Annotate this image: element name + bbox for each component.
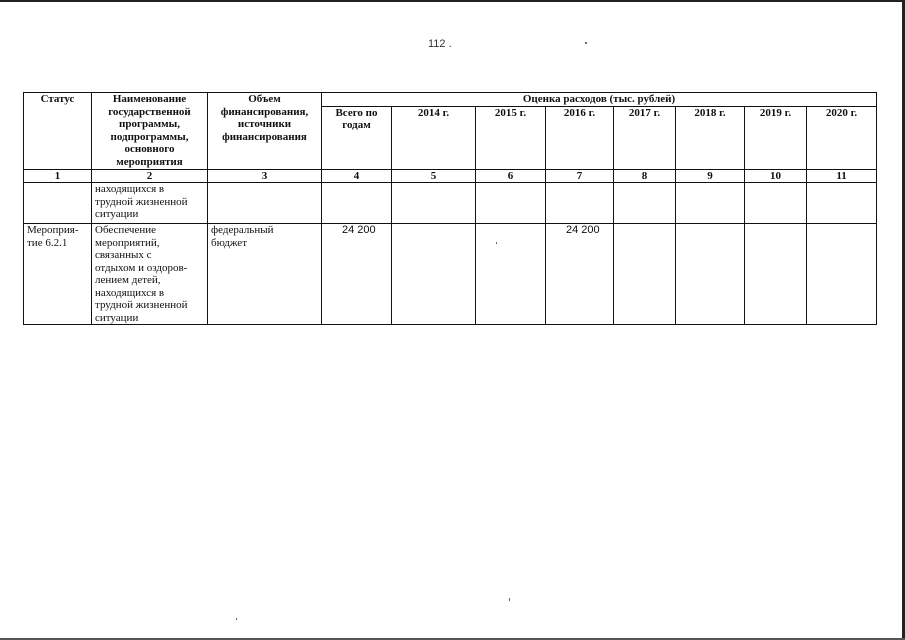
row-year-cell [807, 224, 877, 325]
header-row-1 [24, 93, 877, 107]
col-num-8: 8 [614, 169, 676, 183]
col-num-6: 6 [476, 169, 546, 183]
row-year-cell [614, 224, 676, 325]
row-year-cell [807, 183, 877, 224]
col-num-5: 5 [392, 169, 476, 183]
scan-speck [236, 618, 237, 620]
row-year-cell [676, 183, 745, 224]
col-num-2: 2 [92, 169, 208, 183]
row-year-cell [476, 224, 546, 325]
row-source-cell: федеральный бюджет [208, 224, 322, 325]
header-year-2018: 2018 г. [676, 106, 745, 169]
header-year-2014: 2014 г. [392, 106, 476, 169]
table-row [24, 183, 877, 224]
col-num-11: 11 [807, 169, 877, 183]
header-year-2017: 2017 г. [614, 106, 676, 169]
col-num-4: 4 [322, 169, 392, 183]
scan-speck [585, 42, 587, 44]
row-name-cell: находящихся в трудной жизненной ситуации [92, 183, 208, 224]
row-year-cell [745, 183, 807, 224]
row-year-cell [676, 224, 745, 325]
header-name: Наименование государственной программы, подпрограммы, основного мероприятия [92, 93, 208, 170]
row-year-cell [745, 224, 807, 325]
col-num-9: 9 [676, 169, 745, 183]
header-estimate: Оценка расходов (тыс. рублей) [322, 93, 877, 107]
header-year-2016: 2016 г. [546, 106, 614, 169]
row-total-cell: 24 200 [322, 224, 392, 325]
row-year-cell [614, 183, 676, 224]
row-year-cell [476, 183, 546, 224]
scan-edge-top [0, 0, 905, 2]
budget-table [23, 92, 877, 325]
row-total-cell [322, 183, 392, 224]
column-numbers-row [24, 169, 877, 183]
header-volume: Объем финансирования, источники финансирования [208, 93, 322, 170]
row-name-cell: Обеспечение мероприятий, связанных с отдыхом и оздоров- лением детей, находящихся в трудной жизненной ситуации [92, 224, 208, 325]
col-num-10: 10 [745, 169, 807, 183]
header-year-2019: 2019 г. [745, 106, 807, 169]
table-row [24, 224, 877, 325]
page-number: 112 . [428, 38, 452, 50]
col-num-3: 3 [208, 169, 322, 183]
col-num-1: 1 [24, 169, 92, 183]
header-status: Статус [24, 93, 92, 170]
row-status-cell: Мероприя- тие 6.2.1 [24, 224, 92, 325]
row-year-cell: 24 200 [546, 224, 614, 325]
row-year-cell [392, 183, 476, 224]
header-total: Всего по годам [322, 106, 392, 169]
col-num-7: 7 [546, 169, 614, 183]
row-status-cell [24, 183, 92, 224]
row-source-cell [208, 183, 322, 224]
header-year-2020: 2020 г. [807, 106, 877, 169]
row-year-cell [392, 224, 476, 325]
row-year-cell [546, 183, 614, 224]
header-year-2015: 2015 г. [476, 106, 546, 169]
scan-speck [509, 598, 510, 601]
scan-speck [496, 242, 497, 244]
